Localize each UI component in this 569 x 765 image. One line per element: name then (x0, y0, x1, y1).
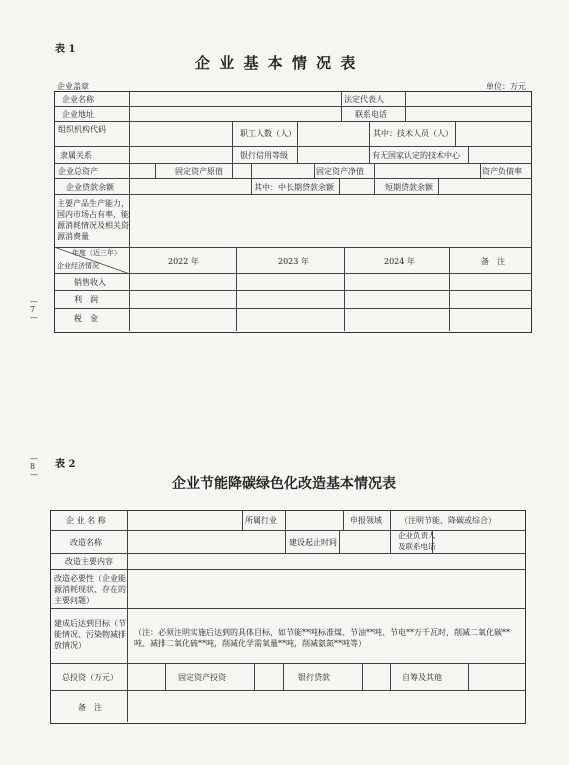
table2-tag: 表 2 (55, 459, 76, 470)
col-2024: 2024 年 (384, 257, 415, 266)
page-mark-8: — 8 — (30, 454, 38, 479)
label-year-header: 年度（近三年） (72, 249, 121, 257)
row-tax: 税 金 (74, 314, 98, 323)
company-seal-label: 企业盖章 (57, 82, 89, 91)
t2-label-bank-loan: 银行贷款 (298, 673, 330, 682)
t2-label-domain: 申报领域 (350, 516, 382, 525)
t2-target-note: （注：必须注明实施后达到的具体目标，如节能**吨标准煤、节油**吨、节电**万千瓦时，削减二氧化碳**吨、减排二氧化硫**吨，削减化学需氧量**吨，削减氨氮**吨等） (134, 628, 510, 648)
table2 (50, 510, 526, 724)
label-total-assets: 企业总资产 (58, 167, 98, 176)
label-debt-ratio: 资产负债率 (482, 167, 522, 176)
label-contact: 联系电话 (355, 110, 387, 119)
label-fixed-net: 固定资产净值 (316, 167, 364, 176)
t2-label-remark: 备 注 (78, 703, 102, 712)
col-2023: 2023 年 (278, 257, 309, 266)
label-long-loan: 其中：中长期贷款余额 (254, 183, 334, 192)
t2-label-necessity: 改造必要性（企业能源消耗现状、存在的主要问题） (54, 574, 126, 605)
label-employees: 职工人数（人） (240, 129, 296, 138)
table1-tag: 表 1 (55, 44, 76, 55)
unit-label: 单位：万元 (486, 82, 526, 91)
row-sales: 销售收入 (74, 278, 106, 287)
t2-label-invest: 总投资（万元） (62, 673, 118, 682)
t2-label-content: 改造主要内容 (65, 557, 113, 566)
t2-domain-note: （注明节能、降碳或综合） (400, 516, 496, 525)
label-fixed-original: 固定资产原值 (175, 167, 223, 176)
label-affiliation: 隶属关系 (60, 151, 92, 160)
t2-label-project-name: 改造名称 (70, 538, 102, 547)
label-tech-center: 有无国家认定的技术中心 (372, 151, 460, 160)
label-credit: 银行信用等级 (240, 151, 288, 160)
t2-label-period: 建设起止时间 (289, 538, 337, 547)
t2-label-fixed-invest: 固定资产投资 (178, 673, 226, 682)
t2-label-company-name: 企 业 名 称 (66, 516, 106, 525)
label-legal-rep: 法定代表人 (344, 95, 384, 104)
row-profit: 利 润 (74, 295, 98, 304)
t2-label-self-raise: 自筹及其他 (402, 673, 442, 682)
label-econ-header: 企业经济情况 (57, 262, 99, 270)
label-company-name: 企业名称 (62, 95, 94, 104)
label-tech-staff: 其中：技术人员（人） (373, 129, 453, 138)
col-remark: 备 注 (481, 257, 505, 266)
label-main-products: 主要产品生产能力，国内市场占有率，能源消耗情况及相关资源消费量 (57, 199, 129, 241)
t2-label-target: 建成后达到目标（节能情况、污染物减排放情况） (54, 619, 126, 650)
label-address: 企业地址 (62, 110, 94, 119)
label-short-loan: 短期贷款余额 (385, 183, 433, 192)
col-2022: 2022 年 (168, 257, 199, 266)
t2-label-industry: 所属行业 (245, 516, 277, 525)
t2-label-responsible: 企业负责人及联系电话 (398, 531, 436, 551)
table2-title: 企业节能降碳绿色化改造基本情况表 (172, 476, 396, 492)
table1-title: 企 业 基 本 情 况 表 (195, 54, 358, 72)
label-org-code: 组织机构代码 (58, 125, 106, 134)
page-mark-7: — 7 — (30, 297, 38, 322)
label-loan-balance: 企业贷款余额 (66, 183, 114, 192)
